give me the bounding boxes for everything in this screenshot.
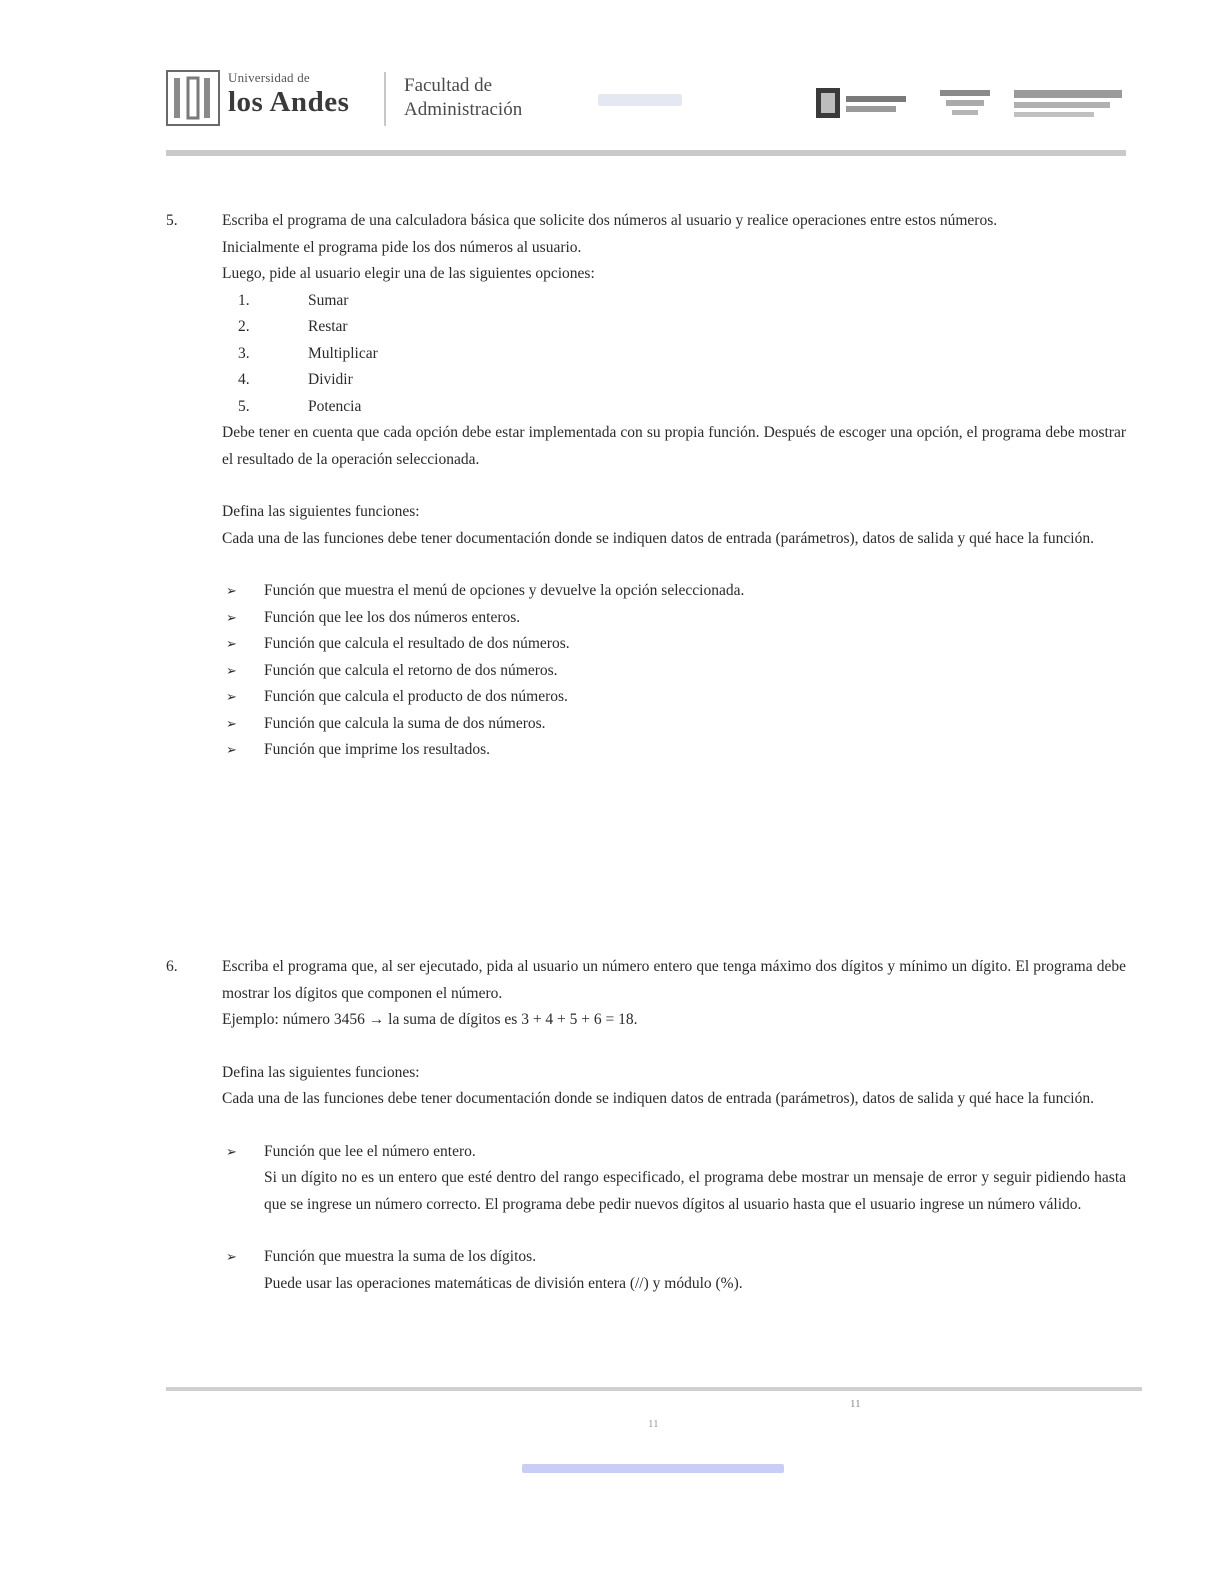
list-item xyxy=(222,631,1126,658)
list-item xyxy=(222,711,1126,738)
header-divider xyxy=(384,72,386,126)
item-label: Función que lee el número entero. xyxy=(264,1142,476,1160)
item-number: 1. xyxy=(238,291,250,309)
header-rule xyxy=(166,150,1126,156)
page-number-center: 11 xyxy=(648,1418,659,1430)
arrow-bullet-icon: ➢ xyxy=(226,662,237,678)
exercise-note: Debe tener en cuenta que cada opción debe estar implementada con su propia función. Después de escoger una opción, el programa debe mostrar el resultado de la operación seleccionada. xyxy=(222,424,1126,468)
item-label: Multiplicar xyxy=(308,344,378,362)
item-label: Potencia xyxy=(308,397,362,415)
options-list xyxy=(222,288,1126,421)
letterhead xyxy=(166,66,1126,130)
item-label: Función que muestra el menú de opciones y devuelve la opción seleccionada. xyxy=(264,582,745,599)
item-description: Puede usar las operaciones matemáticas de división entera (//) y módulo (%). xyxy=(264,1274,743,1292)
item-number: 4. xyxy=(238,371,250,388)
exercise-intro: Inicialmente el programa pide los dos números al usuario. xyxy=(222,238,582,256)
item-number: 3. xyxy=(238,344,250,362)
arrow-bullet-icon: ➢ xyxy=(226,583,237,598)
list-item xyxy=(222,314,1126,341)
arrow-bullet-icon: ➢ xyxy=(226,609,237,625)
footer-rule xyxy=(166,1387,1142,1391)
item-label: Dividir xyxy=(308,371,353,388)
faculty-line-2: Administración xyxy=(404,99,523,120)
exercise-intro: Luego, pide al usuario elegir una de las siguientes opciones: xyxy=(222,265,595,282)
list-item xyxy=(222,605,1126,632)
list-item xyxy=(222,684,1126,711)
list-item xyxy=(222,288,1126,315)
item-number: 5. xyxy=(238,397,250,415)
item-description: Si un dígito no es un entero que esté dentro del rango especificado, el programa debe mostrar un mensaje de error y seguir pidiendo hasta que se ingrese un número correcto. El programa debe pedir nuevos dígitos al usuario hasta que el usuario ingrese un número válido. xyxy=(264,1169,1126,1213)
list-item xyxy=(222,737,1126,764)
faint-web-link xyxy=(598,94,682,106)
list-item xyxy=(222,1139,1126,1219)
item-label: Restar xyxy=(308,318,348,335)
list-item xyxy=(222,658,1126,685)
exercise-body xyxy=(222,954,1126,1297)
page-number: 11 xyxy=(850,1398,861,1410)
exercise-intro: Escriba el programa de una calculadora básica que solicite dos números al usuario y realice operaciones entre estos números. xyxy=(222,212,998,229)
item-label: Sumar xyxy=(308,291,349,309)
exercise-example: Ejemplo: número 3456 → la suma de dígitos es 3 + 4 + 5 + 6 = 18. xyxy=(222,1011,638,1028)
accreditation-logo-1 xyxy=(814,84,912,122)
university-name: los Andes xyxy=(228,86,350,118)
functions-title: Defina las siguientes funciones: xyxy=(222,503,420,520)
item-label: Función que calcula el retorno de dos números. xyxy=(264,661,558,679)
item-label: Función que calcula el producto de dos números. xyxy=(264,688,568,705)
arrow-bullet-icon: ➢ xyxy=(226,715,237,731)
arrow-bullet-icon: ➢ xyxy=(226,742,237,757)
item-label: Función que muestra la suma de los dígitos. xyxy=(264,1248,537,1265)
list-item xyxy=(222,1244,1126,1297)
exercise-number: 5. xyxy=(166,212,178,229)
item-label: Función que lee los dos números enteros. xyxy=(264,608,521,626)
functions-description: Cada una de las funciones debe tener documentación donde se indiquen datos de entrada (parámetros), datos de salida y qué hace la función. xyxy=(222,529,1094,547)
list-item xyxy=(222,341,1126,368)
accreditation-logo-2 xyxy=(936,84,994,122)
exercise-body xyxy=(222,208,1126,764)
arrow-bullet-icon: ➢ xyxy=(226,1143,237,1159)
arrow-bullet-icon: ➢ xyxy=(226,689,237,704)
functions-title: Defina las siguientes funciones: xyxy=(222,1063,420,1081)
functions-list xyxy=(222,1139,1126,1298)
faculty-name xyxy=(404,74,522,122)
arrow-bullet-icon: ➢ xyxy=(226,1249,237,1264)
item-number: 2. xyxy=(238,318,250,335)
exercise-number: 6. xyxy=(166,958,178,975)
arrow-bullet-icon: ➢ xyxy=(226,636,237,651)
university-name-small: Universidad de xyxy=(228,70,310,85)
item-label: Función que calcula la suma de dos números. xyxy=(264,714,546,732)
list-item xyxy=(222,367,1126,394)
functions-description: Cada una de las funciones debe tener documentación donde se indiquen datos de entrada (parámetros), datos de salida y qué hace la función. xyxy=(222,1090,1094,1107)
accreditation-logo-3 xyxy=(1012,86,1124,120)
list-item xyxy=(222,578,1126,605)
faculty-line-1: Facultad de xyxy=(404,75,493,96)
university-logo xyxy=(166,70,220,126)
item-label: Función que calcula el resultado de dos números. xyxy=(264,635,570,652)
item-label: Función que imprime los resultados. xyxy=(264,741,491,758)
exercise-intro: Escriba el programa que, al ser ejecutado, pida al usuario un número entero que tenga máximo dos dígitos y mínimo un dígito. El programa debe mostrar los dígitos que componen el número. xyxy=(222,958,1126,1002)
list-item xyxy=(222,394,1126,421)
functions-list xyxy=(222,578,1126,764)
footer-link[interactable] xyxy=(522,1464,784,1473)
